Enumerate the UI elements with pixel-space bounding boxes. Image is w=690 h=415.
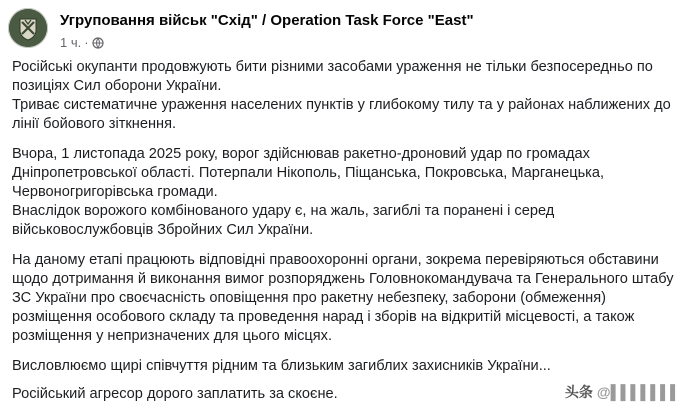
globe-icon[interactable] — [92, 37, 104, 52]
post-paragraph: Вчора, 1 листопада 2025 року, ворог здійснював ракетно-дроновий удар по громадах Дніпропетровської області. Потерпали Нікополь, Піщанська, Покровська, Марганецька, Червоногригорівська громади. Внаслідок ворожого комбінованого удару є, на жаль, загиблі та поранені і серед військовослужбовців Збройних Сил України. — [12, 146, 605, 238]
post-body — [12, 58, 682, 415]
watermark-handle: @▌▌▌▌▌▌▌ — [596, 384, 680, 400]
post-paragraph: Російські окупанти продовжують бити різними засобами ураження не тільки безпосередньо по позиціях Сил оборони України. Триває систематичне ураження населених пунктів у глибокому тилу та у районах наближених до лінії бойового зіткнення. — [12, 59, 671, 132]
post-paragraph: Висловлюємо щирі співчуття рідним та близьким загиблих захисників України... — [12, 358, 551, 374]
post-paragraph: Російський агресор дорого заплатить за скоєне. — [12, 386, 338, 402]
watermark-text: 头条 — [564, 384, 593, 400]
meta-separator: · — [84, 35, 89, 50]
post-timestamp[interactable]: 1 ч. — [60, 35, 82, 50]
military-emblem-icon — [8, 8, 48, 48]
post-paragraph: На даному етапі працюють відповідні правоохоронні органи, зокрема перевіряються обставини щодо дотримання й виконання вимог розпоряджень Головнокомандувача та Генерального штабу ЗС України про своєчасність оповіщення про ракетну небезпеку, заборони (обмеження) розміщення особового складу та проведення нарад і зборів на відкритій місцевості, а також розміщення у непризначених для цього місцях. — [12, 252, 674, 344]
page-avatar[interactable] — [8, 8, 48, 48]
watermark — [565, 382, 680, 402]
page-name-link[interactable]: Угруповання військ "Схід" / Operation Task Force "East" — [60, 12, 474, 29]
post-meta — [60, 35, 104, 52]
